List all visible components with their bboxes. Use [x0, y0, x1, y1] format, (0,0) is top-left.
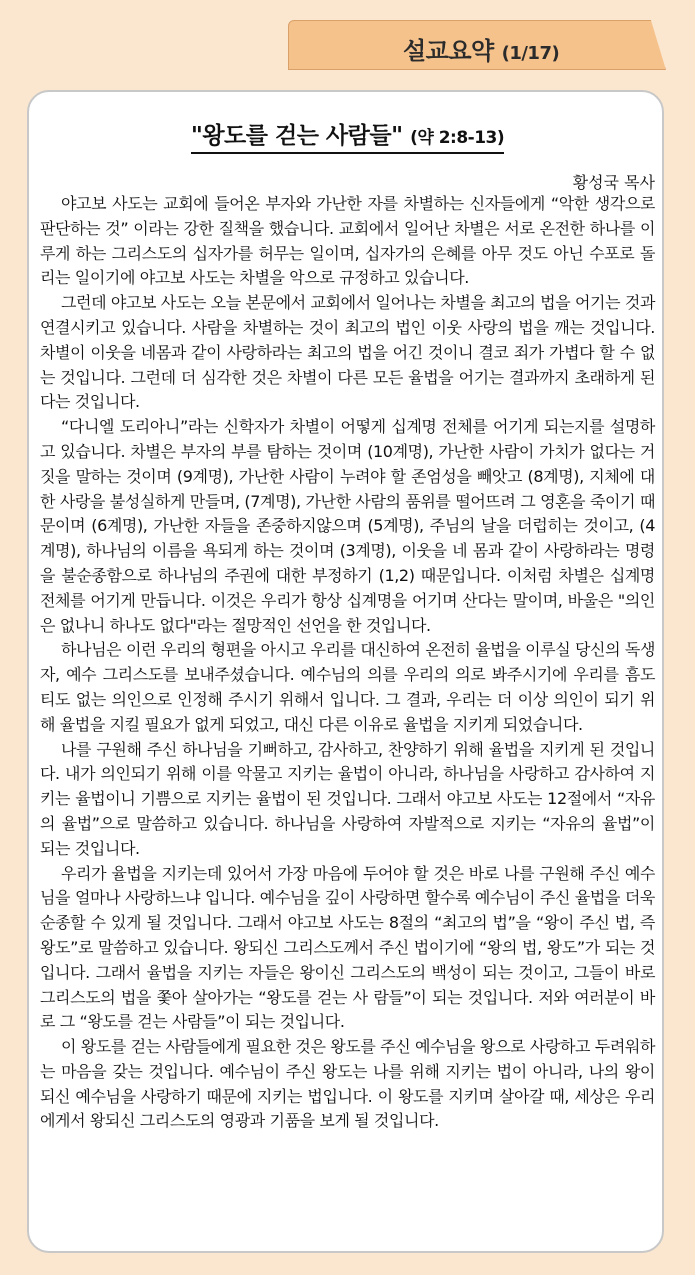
author-name: 황성국 목사 — [572, 173, 655, 192]
paragraph: 이 왕도를 걷는 사람들에게 필요한 것은 왕도를 주신 예수님을 왕으로 사랑하고 두려워하는 마음을 갖는 것입니다. 예수님이 주신 왕도는 나를 위해 지키는 법이 아니라, 나의 왕이 되신 예수님을 사랑하기 때문에 지키는 법입니다. 이 왕도를 지키며 살아갈 때, 세상은 우리에게서 왕되신 그리스도의 영광과 기품을 보게 될 것입니다. — [40, 1037, 655, 1131]
sermon-heading — [0, 117, 695, 154]
sermon-title-wrap — [191, 117, 504, 154]
section-title-text: 설교요약 — [403, 37, 494, 65]
sermon-title: "왕도를 걷는 사람들" — [190, 123, 403, 149]
paragraph: 우리가 율법을 지키는데 있어서 가장 마음에 두어야 할 것은 바로 나를 구원해 주신 예수님을 얼마나 사랑하느냐 입니다. 예수님을 깊이 사랑하면 할수록 예수님이 주신 율법을 더욱 순종할 수 있게 될 것입니다. 그래서 야고보 사도는 8절의 “최고의 법”을 “왕이 주신 법, 즉 왕도”로 말씀하고 있습니다. 왕되신 그리스도께서 주신 법이기에 “왕의 법, 왕도”가 되는 것입니다. 그래서 율법을 지키는 자들은 왕이신 그리스도의 백성이 되는 것이고, 그들이 바로 그리스도의 법을 쫓아 살아가는 “왕도를 걷는 사 람들”이 되는 것입니다. 저와 여러분이 바로 그 “왕도를 걷는 사람들”이 되는 것입니다. — [40, 863, 655, 1032]
paragraph: 하나님은 이런 우리의 형편을 아시고 우리를 대신하여 온전히 율법을 이루실 당신의 독생자, 예수 그리스도를 보내주셨습니다. 예수님의 의를 우리의 의로 봐주시기에 우리를 흠도 티도 없는 의인으로 인정해 주시기 위해서 입니다. 그 결과, 우리는 더 이상 의인이 되기 위해 율법을 지킬 필요가 없게 되었고, 대신 다른 이유로 율법을 지키게 되었습니다. — [40, 640, 655, 734]
paragraph: 그런데 야고보 사도는 오늘 본문에서 교회에서 일어나는 차별을 최고의 법을 어기는 것과 연결시키고 있습니다. 사람을 차별하는 것이 최고의 법인 이웃 사랑의 법을 깨는 것입니다. 차별이 이웃을 네몸과 같이 사랑하라는 최고의 법을 어긴 것이니 결코 죄가 가볍다 할 수 없는 것입니다. 그런데 더 심각한 것은 차별이 다른 모든 율법을 어기는 결과까지 초래하게 된다는 것입니다. — [40, 293, 655, 412]
page-counter: (1/17) — [501, 43, 560, 64]
paragraph: “다니엘 도리아니”라는 신학자가 차별이 어떻게 십계명 전체를 어기게 되는지를 설명하고 있습니다. 차별은 부자의 부를 탐하는 것이며 (10계명), 가난한 사람이 가치가 없다는 거짓을 말하는 것이며 (9계명), 가난한 사람이 누려야 할 존엄성을 빼앗고 (8계명), 지체에 대한 사랑을 불성실하게 만들며, (7계명), 가난한 사람의 품위를 떨어뜨려 그 영혼을 죽이기 때문이며 (6계명), 가난한 자들을 존중하지않으며 (5계명), 주님의 날을 더럽히는 것이고, (4계명), 하나님의 이름을 욕되게 하는 것이며 (3계명), 이웃을 네 몸과 같이 사랑하라는 명령을 불순종함으로 하나님의 주권에 대한 부정하기 (1,2) 때문입니다. 이처럼 차별은 십계명 전체를 어기게 만듭니다. 이것은 우리가 항상 십계명을 어기며 산다는 말이며, 바울은 "의인은 없나니 하나도 없다"라는 절망적인 선언을 한 것입니다. — [40, 417, 655, 635]
paragraph: 야고보 사도는 교회에 들어온 부자와 가난한 자를 차별하는 신자들에게 “악한 생각으로 판단하는 것” 이라는 강한 질책을 했습니다. 교회에서 일어난 차별은 서로 온전한 하나를 이루게 하는 그리스도의 십자가를 허무는 일이며, 십자가의 은혜를 아무 것도 아닌 수포로 돌리는 일이기에 야고보 사도는 차별을 악으로 규정하고 있습니다. — [40, 194, 655, 288]
section-title — [403, 31, 559, 66]
sermon-body — [40, 192, 655, 1134]
scripture-reference: (약 2:8-13) — [410, 128, 505, 148]
paragraph: 나를 구원해 주신 하나님을 기뻐하고, 감사하고, 찬양하기 위해 율법을 지키게 된 것입니다. 내가 의인되기 위해 이를 악물고 지키는 율법이 아니라, 하나님을 사랑하고 감사하여 지키는 율법이니 기쁨으로 지키는 율법이 된 것입니다. 그래서 야고보 사도는 12절에서 “자유의 율법”으로 말씀하고 있습니다. 하나님을 사랑하여 자발적으로 지키는 “자유의 율법”이 되는 것입니다. — [40, 739, 655, 858]
